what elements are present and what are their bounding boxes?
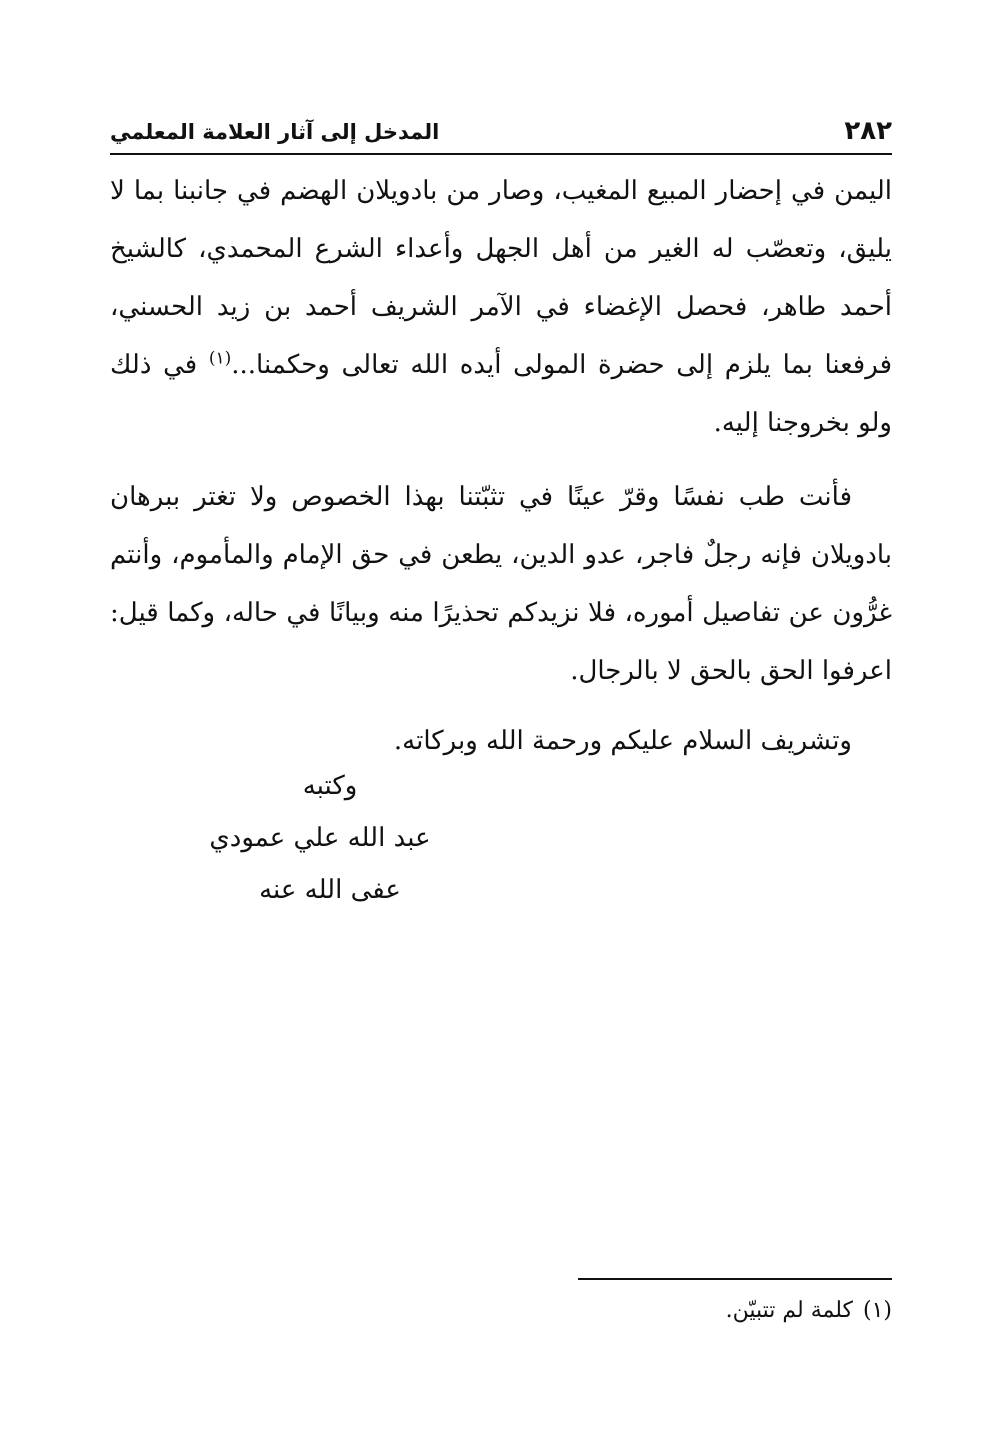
paragraph-1-text: اليمن في إحضار المبيع المغيب، وصار من بادويلان الهضم في جانبنا بما لا يليق، وتعصّب له الغير من أهل الجهل وأعداء الشرع المحمدي، كالشيخ أحمد طاهر، فحصل الإغضاء في الآمر الشريف أحمد بن زيد الحسني، فرفعنا بما يلزم إلى حضرة المولى أيده الله تعالى وحكمنا... [110, 176, 892, 380]
footnote [500, 1296, 892, 1326]
header-divider [110, 153, 892, 155]
paragraph-1 [110, 162, 892, 452]
page-header [110, 112, 892, 152]
footnote-divider [578, 1278, 892, 1280]
running-title: المدخل إلى آثار العلامة المعلمي [110, 120, 440, 144]
paragraph-2: فأنت طب نفسًا وقرّ عينًا في تثبّتنا بهذا الخصوص ولا تغتر ببرهان بادويلان فإنه رجلٌ فاجر، عدو الدين، يطعن في حق الإمام والمأموم، وأنتم غرُّون عن تفاصيل أموره، فلا نزيدكم تحذيرًا منه وبيانًا في حاله، وكما قيل: اعرفوا الحق بالحق لا بالرجال. [110, 482, 892, 686]
footnote-reference: (١) [208, 348, 232, 369]
body-text [110, 162, 892, 770]
page-number: ٢٨٢ [844, 116, 892, 146]
paragraph-3: وتشريف السلام عليكم ورحمة الله وبركاته. [393, 726, 852, 756]
signature-block [200, 760, 440, 916]
footnote-text: كلمة لم تتبيّن. [725, 1298, 853, 1323]
footnote-number: (١) [862, 1298, 892, 1323]
paragraph-1-tail: في ذلك ولو بخروجنا إليه. [110, 350, 892, 438]
signature-name: عبد الله علي عمودي [209, 823, 431, 853]
signature-line-3: عفى الله عنه [259, 875, 401, 905]
signature-line-1: وكتبه [302, 771, 358, 801]
